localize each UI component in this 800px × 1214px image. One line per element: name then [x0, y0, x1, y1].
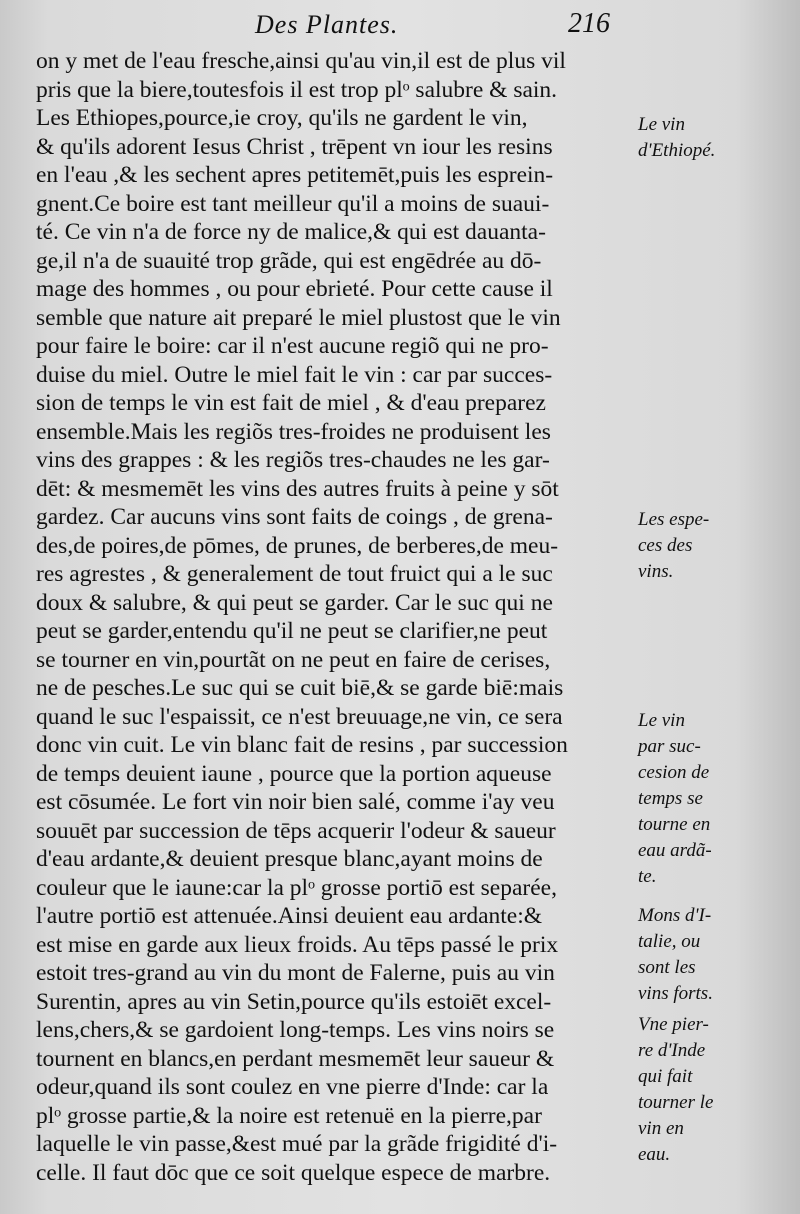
- text-line: res agrestes , & generalement de tout fruict qui a le suc: [36, 561, 553, 587]
- text-line: d'eau ardante,& deuient presque blanc,ayant moins de: [36, 846, 543, 872]
- text-line: pour faire le boire: car il n'est aucune regiõ qui ne pro-: [36, 333, 549, 359]
- text-line: estoit tres-grand au vin du mont de Falerne, puis au vin: [36, 960, 555, 986]
- text-line: est cōsumée. Le fort vin noir bien salé, comme i'ay veu: [36, 789, 555, 815]
- page-header: [0, 8, 800, 44]
- text-line: gardez. Car aucuns vins sont faits de coings , de grena-: [36, 504, 553, 530]
- margin-note-line: Mons d'I-: [638, 905, 712, 926]
- text-line: peut se garder,entendu qu'il ne peut se clarifier,ne peut: [36, 618, 548, 644]
- text-line: duise du miel. Outre le miel fait le vin : car par succes-: [36, 361, 553, 388]
- text-line: té. Ce vin n'a de force ny de malice,& qui est dauanta-: [36, 219, 546, 245]
- page-number: 216: [568, 8, 610, 39]
- text-line: ge,il n'a de suauité trop grãde, qui est engēdrée au dō-: [36, 247, 542, 274]
- text-line: doux & salubre, & qui peut se garder. Car le suc qui ne: [36, 589, 553, 616]
- text-line: quand le suc l'espaissit, ce n'est breuuage,ne vin, ce sera: [36, 703, 563, 730]
- text-line: pris que la biere,toutesfois il est trop plᵒ salubre & sain.: [36, 76, 558, 103]
- margin-note-line: temps se: [638, 788, 703, 809]
- text-line: en l'eau ,& les sechent apres petitemēt,puis les esprein-: [36, 162, 554, 188]
- margin-note-line: vins forts.: [638, 983, 713, 1004]
- margin-note-vin-ethiope: [638, 112, 798, 164]
- text-line: semble que nature ait preparé le miel plustost que le vin: [36, 304, 561, 331]
- margin-note-line: ces des: [638, 535, 693, 556]
- margin-note-line: qui fait: [638, 1066, 693, 1087]
- margin-note-line: eau ardã-: [638, 840, 712, 861]
- text-line: ne de pesches.Le suc qui se cuit biē,& se garde biē:mais: [36, 675, 564, 701]
- body-text: [36, 47, 636, 1187]
- margin-note-line: d'Ethiopé.: [638, 140, 716, 161]
- text-line: donc vin cuit. Le vin blanc fait de resins , par succession: [36, 732, 568, 758]
- text-line: plᵒ grosse partie,& la noire est retenuë en la pierre,par: [36, 1102, 542, 1129]
- text-line: tournent en blancs,en perdant mesmemēt leur saueur &: [36, 1045, 555, 1072]
- text-line: & qu'ils adorent Iesus Christ , trēpent vn iour les resins: [36, 133, 553, 160]
- text-line: vins des grappes : & les regiõs tres-chaudes ne les gar-: [36, 447, 550, 473]
- text-line: de temps deuient iaune , pource que la portion aqueuse: [36, 760, 552, 787]
- margin-note-line: cesion de: [638, 762, 710, 783]
- text-line: mage des hommes , ou pour ebrieté. Pour cette cause il: [36, 276, 553, 302]
- text-line: l'autre portiō est attenuée.Ainsi deuient eau ardante:&: [36, 903, 543, 929]
- margin-note-line: re d'Inde: [638, 1040, 706, 1061]
- text-line: laquelle le vin passe,&est mué par la grãde frigidité d'i-: [36, 1131, 558, 1157]
- text-line: celle. Il faut dōc que ce soit quelque espece de marbre.: [36, 1159, 551, 1186]
- text-line: ensemble.Mais les regiõs tres-froides ne produisent les: [36, 418, 551, 445]
- running-head: Des Plantes.: [255, 10, 399, 39]
- margin-note-line: vins.: [638, 561, 674, 582]
- text-line: dēt: & mesmemēt les vins des autres fruits à peine y sōt: [36, 475, 559, 502]
- margin-note-pierre-inde: [638, 1012, 798, 1168]
- margin-note-line: talie, ou: [638, 931, 701, 952]
- text-line: se tourner en vin,pourtãt on ne peut en faire de cerises,: [36, 646, 551, 673]
- margin-note-line: eau.: [638, 1144, 671, 1165]
- text-line: est mise en garde aux lieux froids. Au tēps passé le prix: [36, 931, 559, 958]
- margin-note-line: Le vin: [638, 114, 685, 135]
- text-line: sion de temps le vin est fait de miel , & d'eau preparez: [36, 390, 546, 416]
- text-line: souuēt par succession de tēps acquerir l'odeur & saueur: [36, 817, 556, 844]
- margin-note-line: tourne en: [638, 814, 711, 835]
- margin-note-line: Les espe-: [638, 509, 710, 530]
- margin-note-vin-par-succession: [638, 708, 798, 890]
- text-line: lens,chers,& se gardoient long-temps. Les vins noirs se: [36, 1017, 555, 1043]
- margin-note-mons-italie: [638, 903, 798, 1007]
- margin-note-line: te.: [638, 866, 657, 887]
- text-line: Les Ethiopes,pource,ie croy, qu'ils ne gardent le vin,: [36, 105, 528, 131]
- margin-note-line: par suc-: [638, 736, 701, 757]
- text-line: des,de poires,de pōmes, de prunes, de berberes,de meu-: [36, 532, 559, 559]
- margin-note-especes-des-vins: [638, 507, 798, 585]
- text-line: odeur,quand ils sont coulez en vne pierre d'Inde: car la: [36, 1074, 549, 1100]
- text-line: couleur que le iaune:car la plᵒ grosse portiō est separée,: [36, 874, 557, 901]
- text-line: Surentin, apres au vin Setin,pource qu'ils estoiēt excel-: [36, 988, 552, 1015]
- margin-note-line: vin en: [638, 1118, 684, 1139]
- text-line: gnent.Ce boire est tant meilleur qu'il a moins de suaui-: [36, 190, 550, 217]
- text-line: on y met de l'eau fresche,ainsi qu'au vin,il est de plus vil: [36, 48, 566, 74]
- margin-note-line: tourner le: [638, 1092, 714, 1113]
- margin-note-line: Le vin: [638, 710, 685, 731]
- margin-note-line: Vne pier-: [638, 1014, 709, 1035]
- margin-note-line: sont les: [638, 957, 696, 978]
